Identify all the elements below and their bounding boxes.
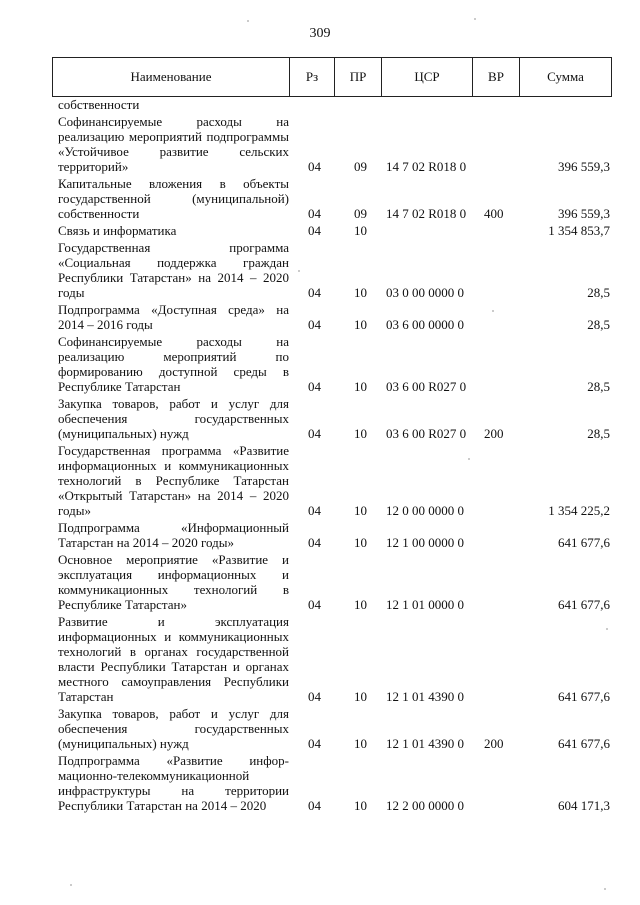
scan-speck: [604, 888, 606, 890]
row-pr: 10: [354, 223, 367, 238]
row-sum: 28,5: [587, 426, 610, 441]
row-sum: 28,5: [587, 379, 610, 394]
row-rz: 04: [308, 206, 321, 221]
row-rz: 04: [308, 535, 321, 550]
scan-speck: [247, 20, 249, 22]
table-row: [58, 223, 610, 238]
row-pr: 10: [354, 317, 367, 332]
row-vr: 200: [484, 736, 504, 751]
row-sum: 604 171,3: [558, 798, 610, 813]
table-row: [58, 114, 610, 174]
row-csr: 03 6 00 0000 0: [386, 317, 464, 332]
row-csr: 12 1 01 0000 0: [386, 597, 464, 612]
row-name: собственности: [58, 97, 140, 112]
row-name: Капитальные вложения в объекты государственной (муниципальной) собственности: [58, 176, 289, 221]
row-name: Закупка товаров, работ и услуг для обеспечения государственных (муниципальных) нужд: [58, 396, 289, 441]
row-name: Связь и информатика: [58, 223, 177, 238]
row-name: Государственная программа «Развитие информационных и коммуникационных технологий в Республике Татарстан «Открытый Татарстан» на 2014 – 2020 годы»: [58, 443, 289, 518]
row-rz: 04: [308, 736, 321, 751]
table-row: [58, 614, 610, 704]
row-name: Подпрограмма «Доступная среда» на 2014 – 2016 годы: [58, 302, 289, 332]
scan-speck: [474, 18, 476, 20]
table-row: [58, 520, 610, 550]
row-pr: 09: [354, 206, 367, 221]
row-sum: 641 677,6: [558, 689, 610, 704]
row-rz: 04: [308, 285, 321, 300]
row-sum: 28,5: [587, 285, 610, 300]
table-body: [58, 97, 610, 815]
row-rz: 04: [308, 379, 321, 394]
table-row: [58, 443, 610, 518]
row-rz: 04: [308, 597, 321, 612]
table-row: [58, 706, 610, 751]
scan-speck: [468, 458, 470, 460]
row-rz: 04: [308, 426, 321, 441]
row-pr: 10: [354, 535, 367, 550]
table-row: [58, 753, 610, 813]
header-pr: ПР: [335, 58, 382, 96]
row-pr: 10: [354, 597, 367, 612]
row-rz: 04: [308, 503, 321, 518]
row-name: Закупка товаров, работ и услуг для обеспечения государственных (муниципальных) нужд: [58, 706, 289, 751]
row-sum: 396 559,3: [558, 159, 610, 174]
row-pr: 10: [354, 426, 367, 441]
page-number: 309: [309, 26, 331, 41]
row-sum: 641 677,6: [558, 535, 610, 550]
row-name: Государственная программа «Социальная поддержка граждан Республики Татарстан» на 2014 – 2020 годы: [58, 240, 289, 300]
row-sum: 396 559,3: [558, 206, 610, 221]
row-rz: 04: [308, 689, 321, 704]
row-name: Развитие и эксплуатация информационных и коммуникационных технологий в органах государственной власти Республики Татарстан и органах местного самоуправления Республики Татарстан: [58, 614, 289, 704]
scan-speck: [606, 628, 608, 630]
row-sum: 1 354 853,7: [548, 223, 610, 238]
header-sum: Сумма: [547, 69, 584, 84]
table-row: [58, 302, 610, 332]
scan-speck: [70, 884, 72, 886]
row-csr: 12 1 01 4390 0: [386, 689, 464, 704]
row-pr: 10: [354, 379, 367, 394]
row-rz: 04: [308, 223, 321, 238]
row-vr: 400: [484, 206, 504, 221]
row-csr: 12 0 00 0000 0: [386, 503, 464, 518]
table-row: [58, 552, 610, 612]
row-rz: 04: [308, 317, 321, 332]
row-name: Софинансируемые расходы на реализацию мероприятий по формированию доступной среды в Республике Татарстан: [58, 334, 289, 394]
row-csr: 14 7 02 R018 0: [386, 206, 467, 221]
row-vr: 200: [484, 426, 504, 441]
header-name: Наименование: [53, 58, 290, 96]
row-csr: 14 7 02 R018 0: [386, 159, 467, 174]
row-name: Подпрограмма «Развитие инфор-мационно-телекоммуникационной инфраструктуры на территории Республики Татарстан на 2014 – 2020: [58, 753, 289, 813]
row-pr: 09: [354, 159, 367, 174]
header-rz: Рз: [290, 58, 335, 96]
row-rz: 04: [308, 798, 321, 813]
row-name: Основное мероприятие «Развитие и эксплуатация информационных и коммуникационных технологий в Республике Татарстан»: [58, 552, 289, 612]
row-csr: 12 1 00 0000 0: [386, 535, 464, 550]
table-header: [52, 57, 612, 97]
row-pr: 10: [354, 689, 367, 704]
row-pr: 10: [354, 285, 367, 300]
row-csr: 12 1 01 4390 0: [386, 736, 464, 751]
row-sum: 641 677,6: [558, 597, 610, 612]
scan-speck: [298, 270, 300, 272]
row-sum: 641 677,6: [558, 736, 610, 751]
table-row: [58, 240, 610, 300]
header-vr: ВР: [473, 58, 520, 96]
row-pr: 10: [354, 736, 367, 751]
scan-speck: [492, 310, 494, 312]
table-row: [58, 97, 610, 112]
row-csr: 03 6 00 R027 0: [386, 426, 467, 441]
row-sum: 28,5: [587, 317, 610, 332]
row-pr: 10: [354, 503, 367, 518]
row-sum: 1 354 225,2: [548, 503, 610, 518]
row-name: Софинансируемые расходы на реализацию мероприятий подпрограммы «Устойчивое развитие сельских территорий»: [58, 114, 289, 174]
table-row: [58, 334, 610, 394]
row-csr: 12 2 00 0000 0: [386, 798, 464, 813]
row-csr: 03 0 00 0000 0: [386, 285, 464, 300]
header-csr: ЦСР: [382, 58, 473, 96]
row-csr: 03 6 00 R027 0: [386, 379, 467, 394]
row-pr: 10: [354, 798, 367, 813]
row-rz: 04: [308, 159, 321, 174]
table-row: [58, 396, 610, 441]
table-row: [58, 176, 610, 221]
row-name: Подпрограмма «Информационный Татарстан на 2014 – 2020 годы»: [58, 520, 289, 550]
